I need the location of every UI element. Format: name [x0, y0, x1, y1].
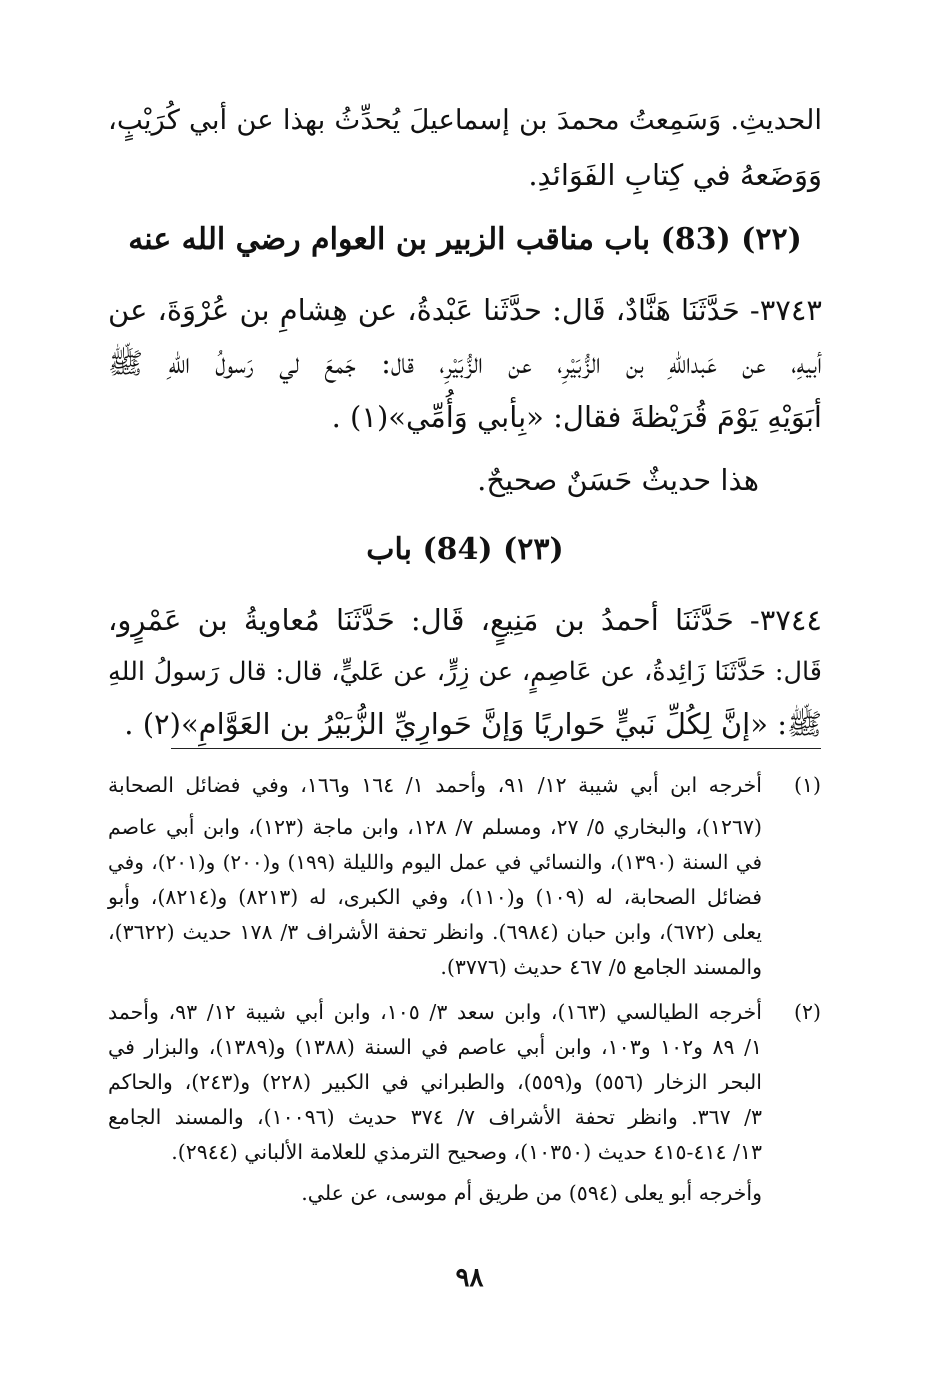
chapter-heading-23: (٢٣) (84) باب	[366, 532, 564, 567]
footnote-1-line-4: فضائل الصحابة، له (١٠٩) و(١١٠)، وفي الكبرى، له (٨٢١٣) و(٨٢١٤)، وأبو	[108, 885, 762, 909]
intro-line-1: الحديثِ. وَسَمِعتُ محمدَ بن إسماعيلَ يُحدِّثُ بهذا عن أبي كُرَيْبٍ،	[108, 104, 822, 136]
chapter-heading-22: (٢٢) (83) باب مناقب الزبير بن العوام رضي الله عنه	[128, 222, 802, 257]
hadith-3744-line-2: قَال: حَدَّثَنَا زَائِدةُ، عن عَاصِمٍ، عن زِرٍّ، عن عَليٍّ، قال: قال رَسولُ اللهِ	[108, 657, 822, 687]
footnote-2-number: (٢)	[793, 1000, 821, 1024]
footnote-1-line-5: يعلى (٦٧٢)، وابن حبان (٦٩٨٤). وانظر تحفة الأشراف ٣/ ١٧٨ حديث (٣٦٢٢)،	[108, 920, 762, 944]
page-number: ٩٨	[455, 1263, 484, 1293]
footnote-1-number: (١)	[793, 773, 821, 797]
footnote-2-line-2: ١/ ٨٩ و١٠٢ و١٠٣، وابن أبي عاصم في السنة (١٣٨٨) و(١٣٨٩)، والبزار في	[108, 1035, 762, 1059]
footnote-1-line-2: (١٢٦٧)، والبخاري ٥/ ٢٧، ومسلم ٧/ ١٢٨، وابن ماجة (١٢٣)، وابن أبي عاصم	[108, 815, 762, 839]
footnote-2-line-1: أخرجه الطيالسي (١٦٣)، وابن سعد ٣/ ١٠٥، وابن أبي شيبة ١٢/ ٩٣، وأحمد	[108, 1000, 762, 1024]
footnote-2-line-4: ٣/ ٣٦٧. وانظر تحفة الأشراف ٧/ ٣٧٤ حديث (١٠٠٩٦)، والمسند الجامع	[108, 1105, 762, 1129]
footnote-1-line-1: أخرجه ابن أبي شيبة ١٢/ ٩١، وأحمد ١/ ١٦٤ و١٦٦، وفي فضائل الصحابة	[108, 773, 762, 797]
footnote-separator	[171, 748, 821, 749]
hadith-3744-line-3: ﷺ: «إنَّ لِكُلِّ نَبيٍّ حَواريًا وَإنَّ حَوارِيِّ الزُّبَيْرُ بن العَوَّامِ»(٢) .	[124, 707, 822, 741]
hadith-3743-line-3: أبَوَيْهِ يَوْمَ قُرَيْظةَ فقال: «بِأبي وَأُمِّي»(١) .	[331, 400, 822, 434]
footnote-2-line-3: البحر الزخار (٥٥٦) و(٥٥٩)، والطبراني في الكبير (٢٢٨) و(٢٤٣)، والحاكم	[108, 1070, 762, 1094]
hadith-3743-line-2: أبيهِ، عن عَبداللهِ بن الزُّبَيْرِ، عن الزُّبَيْرِ، قال: جَمعَ لي رَسولُ اللهِ ﷺ	[108, 346, 822, 380]
hadith-3743-line-1: ٣٧٤٣- حَدَّثَنَا هَنَّادٌ، قَال: حدَّثَنا عَبْدةُ، عن هِشامِ بن عُرْوَةَ، عن	[108, 293, 822, 327]
hadith-3743-grade: هذا حديثٌ حَسَنٌ صحيحٌ.	[477, 463, 759, 497]
intro-line-2: وَوَضَعهُ في كِتابِ الفَوَائدِ.	[528, 158, 822, 192]
footnote-1-line-6: والمسند الجامع ٥/ ٤٦٧ حديث (٣٧٧٦).	[440, 955, 762, 979]
footnote-1-line-3: في السنة (١٣٩٠)، والنسائي في عمل اليوم والليلة (١٩٩) و(٢٠٠) و(٢٠١)، وفي	[108, 850, 763, 874]
footnote-2-line-5: ١٣/ ٤١٤-٤١٥ حديث (١٠٣٥٠)، وصحيح الترمذي للعلامة الألباني (٢٩٤٤).	[171, 1140, 762, 1164]
footnote-2-line-6: وأخرجه أبو يعلى (٥٩٤) من طريق أم موسى، عن علي.	[301, 1181, 762, 1205]
hadith-3744-line-1: ٣٧٤٤- حَدَّثَنَا أحمدُ بن مَنِيعٍ، قَال: حَدَّثَنَا مُعاويةُ بن عَمْرٍو،	[108, 603, 822, 637]
